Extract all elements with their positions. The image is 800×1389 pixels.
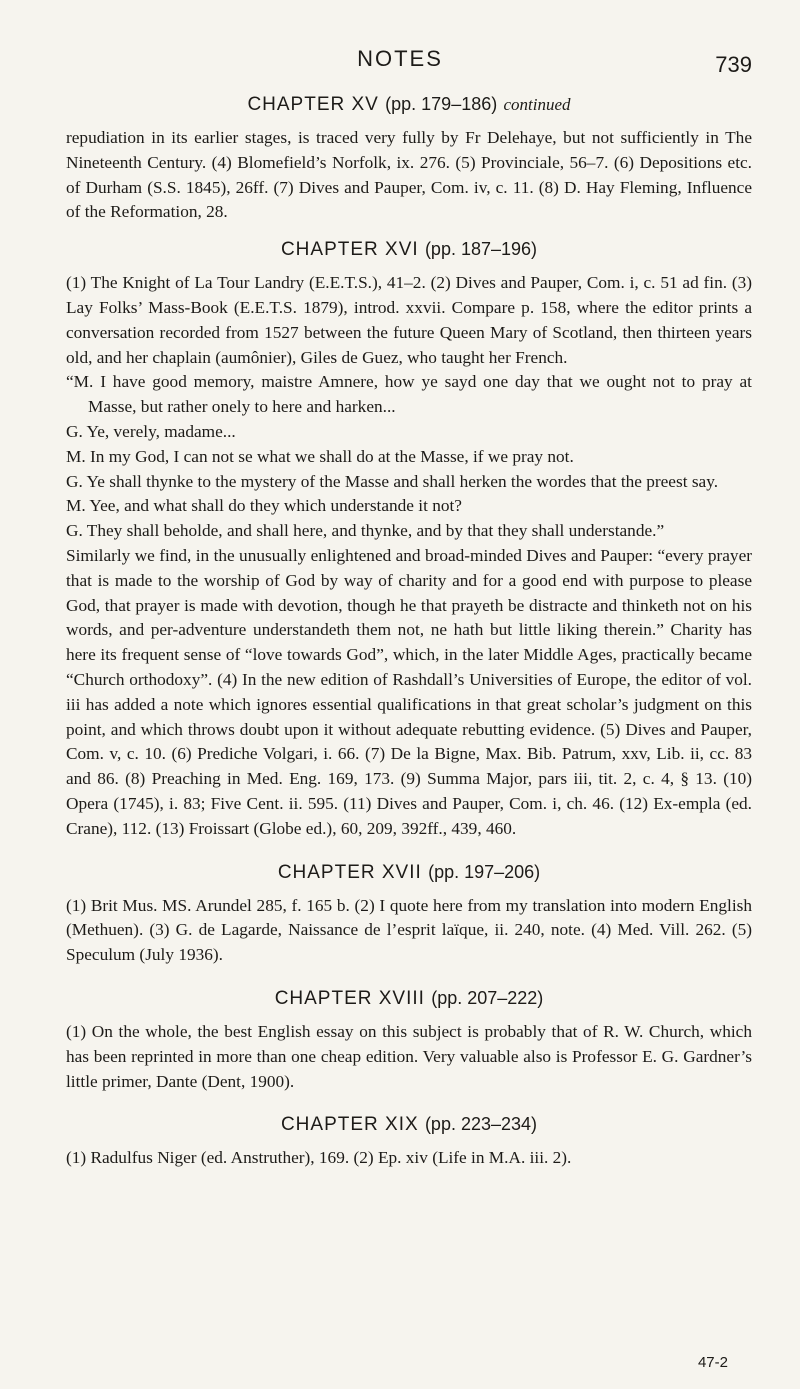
chapter-title: CHAPTER XIX (280, 1114, 419, 1136)
chapter-pages: (pp. 207–222) (431, 987, 544, 1008)
chapter-xviii-heading (66, 988, 752, 1010)
chapter-xvi-intro: (1) The Knight of La Tour Landry (E.E.T.S.), 41–2. (2) Dives and Pauper, Com. i, c. 51 ad fin. (3) Lay Folks’ Mass-Book (E.E.T.S. 1879), introd. xxvii. Compare p. 158, where the editor prints a conversation recorded from 1527 between the future Queen Mary of Scotland, then thirteen years old, and her chaplain (aumônier), Giles de Guez, who taught her French. (66, 273, 752, 367)
signature-mark: 47-2 (697, 1354, 728, 1371)
chapter-xix-heading (66, 1114, 752, 1136)
chapter-title: CHAPTER XV (247, 94, 379, 115)
chapter-xvii-heading (66, 862, 752, 884)
chapter-pages: (pp. 179–186) (385, 94, 498, 114)
chapter-pages: (pp. 187–196) (424, 239, 538, 260)
chapter-title: CHAPTER XVIII (274, 987, 425, 1009)
chapter-xvi-heading (66, 239, 752, 261)
chapter-title: CHAPTER XVI (280, 239, 419, 261)
chapter-xviii-notes: (1) On the whole, the best English essay on this subject is probably that of R. W. Church, which has been reprinted in more than one cheap edition. Very valuable also is Professor E. G. Gardner’s little primer, Dante (Dent, 1900). (66, 1021, 752, 1091)
chapter-xix-notes: (1) Radulfus Niger (ed. Anstruther), 169. (2) Ep. xiv (Life in M.A. iii. 2). (66, 1148, 572, 1168)
running-head: NOTES (357, 46, 443, 71)
dialogue-quote (66, 370, 752, 544)
dialogue-line: M. In my God, I can not se what we shall do at the Masse, if we pray not. (66, 446, 574, 466)
chapter-xvi-notes: Similarly we find, in the unusually enlightened and broad-minded Dives and Pauper: “every prayer that is made to the worship of God by way of charity and for a good end with purpose to please God, that prayer is made with devotion, though he that prayeth be distracte and thinketh not on his words, and per-adventure understandeth them not, ne hath but little liking therein.” Charity has here its frequent sense of “love towards God”, which, in the later Middle Ages, practically became “Church orthodoxy”. (4) In the new edition of Rashdall’s Universities of Europe, the editor of vol. iii has added a note which ignores essential qualifications in that great scholar’s judgment on this point, and which throws doubt upon it without adequate rebutting evidence. (5) Dives and Pauper, Com. v, c. 10. (6) Prediche Volgari, i. 66. (7) De la Bigne, Max. Bib. Patrum, xxv, Lib. ii, cc. 83 and 86. (8) Preaching in Med. Eng. 169, 173. (9) Summa Major, pars iii, tit. 2, c. 4, § 13. (10) Opera (1745), i. 83; Five Cent. ii. 595. (11) Dives and Pauper, Com. i, ch. 46. (12) Ex-empla (ed. Crane), 112. (13) Froissart (Globe ed.), 60, 209, 392ff., 439, 460. (66, 545, 752, 838)
page-number: 739 (715, 52, 752, 77)
chapter-title: CHAPTER XVII (277, 861, 422, 883)
chapter-xvii-notes: (1) Brit Mus. MS. Arundel 285, f. 165 b. (2) I quote here from my translation into modern English (Methuen). (3) G. de Lagarde, Naissance de l’esprit laïque, ii. 240, note. (4) Med. Vill. 262. (5) Speculum (July 1936). (66, 895, 752, 965)
dialogue-line: “M. I have good memory, maistre Amnere, how ye sayd one day that we ought not to pray at Masse, but rather onely to here and harken... (66, 372, 752, 417)
page-content (66, 94, 752, 1185)
continued-label: continued (503, 95, 571, 114)
chapter-xv-heading (66, 94, 752, 116)
dialogue-line: G. They shall beholde, and shall here, and thynke, and by that they shall understande.” (66, 521, 665, 541)
chapter-xv-notes: repudiation in its earlier stages, is traced very fully by Fr Delehaye, but not sufficiently in The Nineteenth Century. (4) Blomefield’s Norfolk, ix. 276. (5) Provinciale, 56–7. (6) Depositions etc. of Durham (S.S. 1845), 26ff. (7) Dives and Pauper, Com. iv, c. 11. (8) D. Hay Fleming, Influence of the Reformation, 28. (66, 128, 752, 222)
chapter-pages: (pp. 197–206) (428, 861, 541, 882)
dialogue-line: G. Ye, verely, madame... (66, 421, 236, 441)
chapter-pages: (pp. 223–234) (424, 1114, 538, 1135)
dialogue-line: G. Ye shall thynke to the mystery of the Masse and shall herken the wordes that the preest say. (66, 471, 719, 491)
dialogue-line: M. Yee, and what shall do they which understande it not? (66, 496, 462, 516)
